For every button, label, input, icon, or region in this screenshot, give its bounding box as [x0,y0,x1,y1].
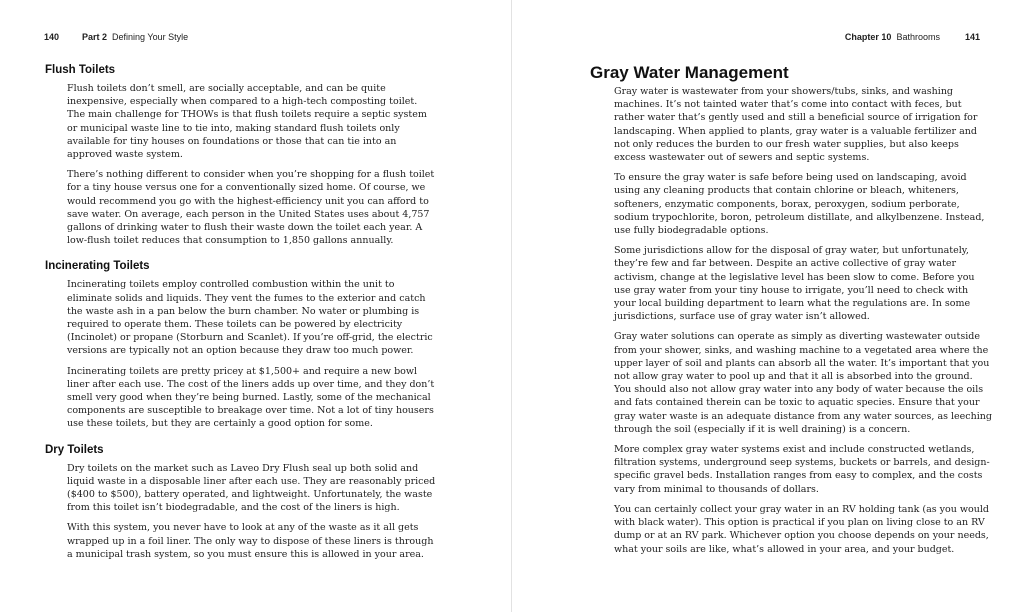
chapter-title: Bathrooms [896,32,940,42]
left-page-number: 140 [44,32,60,42]
paragraph: More complex gray water systems exist and include constructed wetlands, filtration systems, underground seep systems, buckets or barrels, and design-specific gravel beds. Installation ranges from easy to complex, and the costs vary from minimal to thousands of dollars. [614,444,990,495]
right-page [512,0,1024,612]
paragraph: Some jurisdictions allow for the disposal of gray water, but unfortunately, they’re few and far between. Despite an active collective of gray water activism, change at the legislative level has been slow to come. Before you use gray water from your tiny house to irrigate, you’ll need to check with your local building department to learn what the regulations are. In some jurisdictions, surface use of gray water isn’t allowed. [614,245,975,323]
paragraph: Gray water is wastewater from your showers/tubs, sinks, and washing machines. It’s not tainted water that’s come into contact with feces, but rather water that’s gently used and still a beneficial source of irrigation for landscaping. When applied to plants, gray water is a valuable fertilizer and not only reduces the burden to our fresh water supplies, but also keeps excess wastewater out of sewers and septic systems. [614,86,978,164]
paragraph: Incinerating toilets employ controlled combustion within the unit to eliminate solids and liquids. They vent the fumes to the exterior and catch the waste ash in a pan below the burn chamber. No water or plumbing is required to operate them. These toilets can be powered by electricity (Incinolet) or propane (Storburn and Scanlet). If you’re off-grid, the electric versions are typically not an option because they draw too much power. [67,279,433,357]
section-heading-flush-toilets: Flush Toilets [45,64,116,76]
right-page-number: 141 [964,32,980,42]
left-running-head [82,32,188,42]
paragraph: Flush toilets don’t smell, are socially acceptable, and can be quite inexpensive, especially when compared to a high-tech composting toilet. The main challenge for THOWs is that flush toilets require a septic system or municipal waste line to tie into, making standard flush toilets only available for tiny houses on foundations or those that can tie into an approved waste system. [67,83,427,161]
section-title-gray-water: Gray Water Management [590,63,789,82]
section-heading-dry-toilets: Dry Toilets [45,443,104,456]
chapter-label: Chapter 10 [844,32,892,42]
paragraph: Dry toilets on the market such as Laveo Dry Flush seal up both solid and liquid waste in a disposable liner after each use. They are reasonably priced ($400 to $500), battery operated, and lightweight. Unfortunately, the waste from this toilet isn’t biodegradable, and the cost of the liners is high. [67,462,436,514]
paragraph: To ensure the gray water is safe before being used on landscaping, avoid using any cleaning products that contain chlorine or bleach, whiteners, softeners, enzymatic components, borax, peroxygen, sodium perborate, sodium trypochlorite, boron, petroleum distillate, and alkylbenzene. Instead, use fully biodegradable options. [614,172,985,237]
right-page-body [590,62,992,563]
left-page-body [45,62,437,568]
paragraph: You can certainly collect your gray water in an RV holding tank (as you would with black water). This option is practical if you plan on living close to an RV dump or at an RV park. Whichever option you choose depends on your needs, what your soils are like, what’s allowed in your area, and your budget. [614,503,989,555]
right-running-head [845,32,940,42]
paragraph: There’s nothing different to consider when you’re shopping for a flush toilet for a tiny house versus one for a conventionally sized home. Of course, we would recommend you go with the highest-efficiency unit you can afford to save water. On average, each person in the United States uses about 4,757 gallons of drinking water to flush their waste down the toilet each year. A low-flush toilet reduces that consumption to 1,850 gallons annually. [67,169,435,247]
paragraph: Gray water solutions can operate as simply as diverting wastewater outside from your shower, sinks, and washing machine to a vegetated area where the upper layer of soil and plants can absorb all the water. It’s important that you not allow gray water to pool up and that it all is absorbed into the ground. You should also not allow gray water into any body of water because the oils and fats contained therein can be toxic to aquatic species. Ensure that your gray water waste is an adequate distance from any water sources, as leeching through the soil (especially if it is well draining) is a concern. [614,331,992,435]
section-heading-incinerating-toilets: Incinerating Toilets [45,260,150,273]
paragraph: Incinerating toilets are pretty pricey at $1,500+ and require a new bowl liner after each use. The cost of the liners adds up over time, and they don’t smell very good when they’re being burned. Lastly, some of the mechanical components are susceptible to breakage over time. Not a lot of tiny housers use these toilets, but they are certainly a good option for some. [67,365,435,430]
part-title: Defining Your Style [112,32,189,42]
paragraph: With this system, you never have to look at any of the waste as it all gets wrapped up in a foil liner. The only way to dispose of these liners is through a municipal trash system, so you must ensure this is allowed in your area. [67,522,434,560]
part-label: Part 2 [82,32,108,42]
